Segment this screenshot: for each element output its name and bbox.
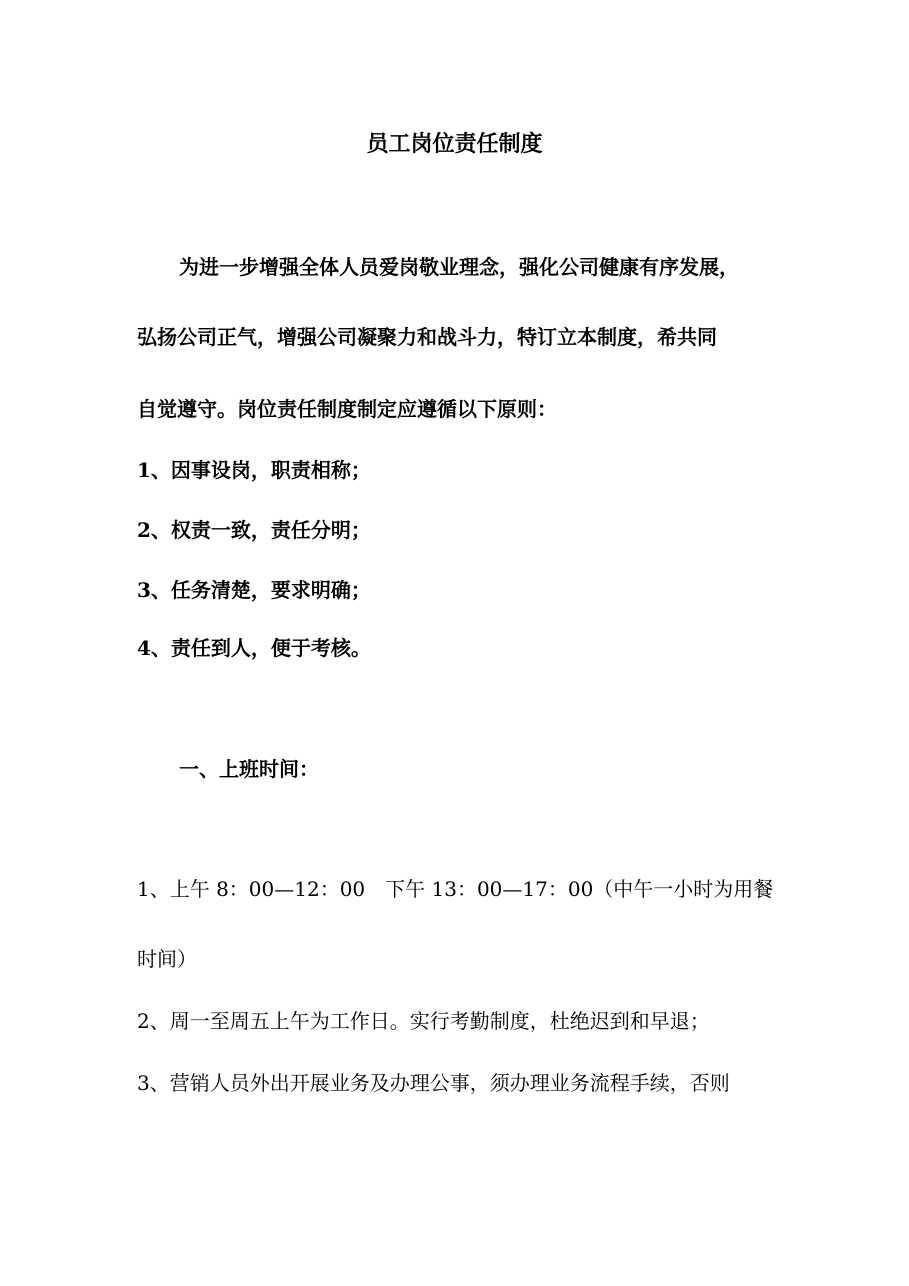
section-line-4: 3、营销人员外出开展业务及办理公事，须办理业务流程手续，否则: [137, 1071, 730, 1095]
principle-item-4: 4、责任到人，便于考核。: [137, 636, 371, 660]
section-line-1: 1、上午 8：00—12：00 下午 13：00—17：00（中午一小时为用餐: [137, 877, 774, 901]
principle-item-3: 3、任务清楚，要求明确；: [137, 578, 371, 602]
document-title: 员工岗位责任制度: [366, 131, 543, 157]
section-heading-work-hours: 一、上班时间：: [179, 757, 319, 781]
intro-line-1: 为进一步增强全体人员爱岗敬业理念，强化公司健康有序发展，: [179, 255, 739, 279]
intro-line-2: 弘扬公司正气，增强公司凝聚力和战斗力，特订立本制度，希共同: [137, 325, 717, 349]
section-line-3: 2、周一至周五上午为工作日。实行考勤制度，杜绝迟到和早退；: [137, 1009, 710, 1033]
section-line-2: 时间）: [137, 947, 197, 971]
principle-item-1: 1、因事设岗，职责相称；: [137, 458, 371, 482]
intro-line-3: 自觉遵守。岗位责任制度制定应遵循以下原则：: [137, 397, 557, 421]
principle-item-2: 2、权责一致，责任分明；: [137, 518, 371, 542]
